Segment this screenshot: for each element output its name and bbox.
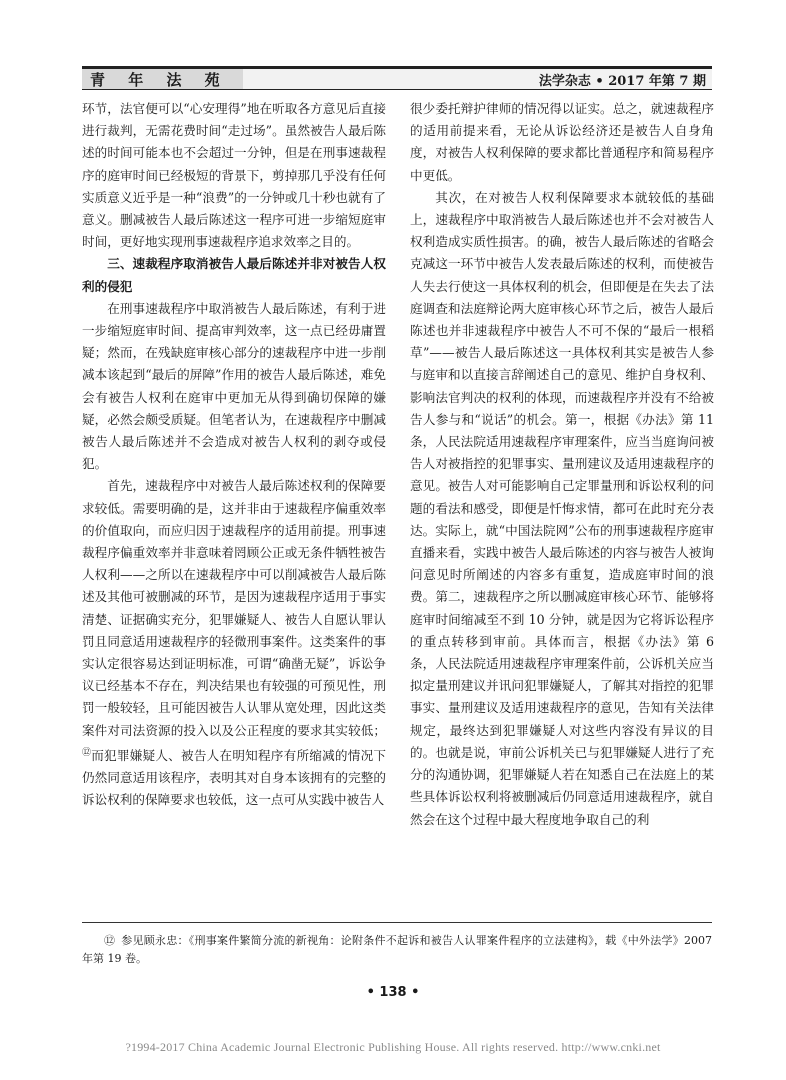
paragraph-text: 首先，速裁程序中对被告人最后陈述权利的保障要求较低。需要明确的是，这并非由于速裁程序偏重效率的价值取向，而应归因于速裁程序的适用前提。刑事速裁程序偏重效率并非意味着罔顾公正或无条件牺牲被告人权利——之所以在速裁程序中可以削减被告人最后陈述及其他可被删减的环节，是因为速裁程序适用于事实清楚、证据确实充分，犯罪嫌疑人、被告人自愿认罪认罚且同意适用速裁程序的轻微刑事案件。这类案件的事实认定很容易达到证明标准，可谓“确凿无疑”，诉讼争议已经基本不存在，判决结果也有较强的可预见性，刑罚一般较轻，且可能因被告人认罪从宽处理，因此这类案件对司法资源的投入以及公正程度的要求其实较低； <box>82 478 386 738</box>
footnote-ref[interactable]: ⑫ <box>82 747 92 758</box>
paragraph: 其次，在对被告人权利保障要求本就较低的基础上，速裁程序中取消被告人最后陈述也并不会对被告人权利造成实质性损害。的确，被告人最后陈述的省略会克减这一环节中被告人发表最后陈述的权利，而使被告人失去行使这一具体权利的机会，但即便是在失去了法庭调查和法庭辩论两大庭审核心环节之后，被告人最后陈述也并非速裁程序中被告人不可不保的“最后一根稻草”——被告人最后陈述这一具体权利其实是被告人参与庭审和以直接言辞阐述自己的意见、维护自身权利、影响法官判决的权利的体现，而速裁程序并没有不给被告人参与和“说话”的机会。第一，根据《办法》第 11 条，人民法院适用速裁程序审理案件，应当当庭询问被告人对被指控的犯罪事实、量刑建议及适用速裁程序的意见。被告人对可能影响自己定罪量刑和诉讼权利的问题的看法和感受，即便是忏悔求情，都可在此时充分表达。实际上，就“中国法院网”公布的刑事速裁程序庭审直播来看，实践中被告人最后陈述的内容与被告人被询问意见时所阐述的内容多有重复，造成庭审时间的浪费。第二，速裁程序之所以删减庭审核心环节、能够将庭审时间缩减至不到 10 分钟，就是因为它将诉讼程序的重点转移到审前。具体而言，根据《办法》第 6 条，人民法院适用速裁程序审理案件前，公诉机关应当拟定量刑建议并讯问犯罪嫌疑人，了解其对指控的犯罪事实、量刑建议及适用速裁程序的意见，告知有关法律规定，最终达到犯罪嫌疑人对这些内容没有异议的目的。也就是说，审前公诉机关已与犯罪嫌疑人进行了充分的沟通协调，犯罪嫌疑人若在知悉自己在法庭上的某些具体诉讼权利将被删减后仍同意适用速裁程序，就自然会在这个过程中最大程度地争取自己的利 <box>410 189 714 827</box>
right-column <box>410 98 714 831</box>
left-column <box>82 98 386 831</box>
footnote-text: 参见顾永忠：《刑事案件繁简分流的新视角：论附条件不起诉和被告人认罪案件程序的立法建构》，载《中外法学》2007 年第 19 卷。 <box>82 934 712 965</box>
footnote-number: ⑫ <box>104 934 116 947</box>
paragraph-text: 而犯罪嫌疑人、被告人在明知程序有所缩减的情况下仍然同意适用该程序，表明其对自身本该拥有的完整的诉讼权利的保障要求也较低，这一点可从实践中被告人 <box>82 748 386 808</box>
body-columns <box>82 98 714 831</box>
running-header <box>82 66 712 90</box>
footnote-divider <box>82 922 712 923</box>
section-heading: 三、速裁程序取消被告人最后陈述并非对被告人权利的侵犯 <box>82 256 386 294</box>
journal-name: 青 年 法 苑 <box>82 69 243 89</box>
paragraph <box>82 475 386 811</box>
page-number: • 138 • <box>366 985 420 1000</box>
copyright-notice: ?1994-2017 China Academic Journal Electronic Publishing House. All rights reserved. http://www.cnki.net <box>125 1040 661 1054</box>
footnote <box>82 932 712 968</box>
paragraph: 在刑事速裁程序中取消被告人最后陈述，有利于进一步缩短庭审时间、提高审判效率，这一点已经毋庸置疑；然而，在残缺庭审核心部分的速裁程序中进一步削减本该起到“最后的屏障”作用的被告人最后陈述，难免会有被告人权利在庭审中更加无从得到确切保障的嫌疑，必然会颇受质疑。但笔者认为，在速裁程序中删减被告人最后陈述并不会造成对被告人权利的剥夺或侵犯。 <box>82 300 386 472</box>
issue-info: 法学杂志 • 2017 年第 7 期 <box>538 73 706 89</box>
paragraph: 环节，法官便可以“心安理得”地在听取各方意见后直接进行裁判，无需花费时间“走过场”。虽然被告人最后陈述的时间可能本也不会超过一分钟，但是在刑事速裁程序的庭审时间已经极短的背景下，剪掉那几乎没有任何实质意义近乎是一种“浪费”的一分钟或几十秒也就有了意义。删减被告人最后陈述这一程序可进一步缩短庭审时间，更好地实现刑事速裁程序追求效率之目的。 <box>82 101 386 250</box>
paragraph: 很少委托辩护律师的情况得以证实。总之，就速裁程序的适用前提来看，无论从诉讼经济还是被告人自身角度，对被告人权利保障的要求都比普通程序和简易程序中更低。 <box>410 101 714 183</box>
